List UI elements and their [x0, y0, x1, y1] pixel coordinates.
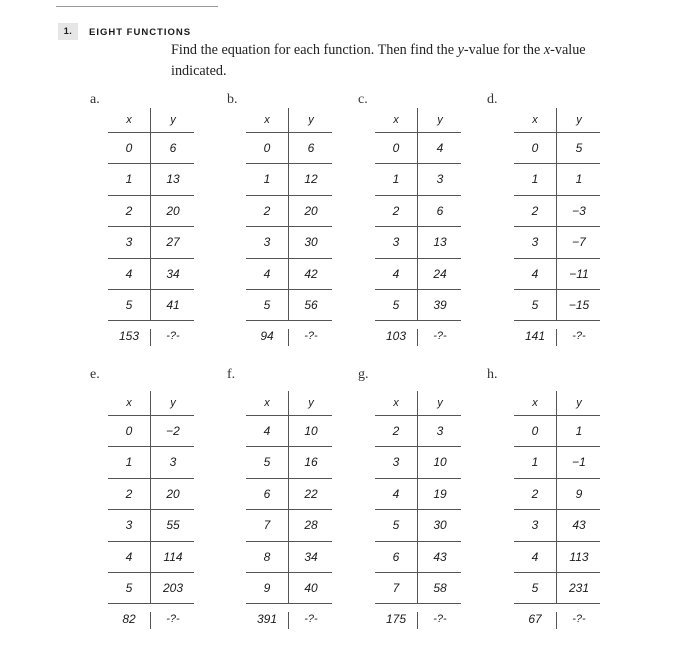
table-row: [375, 164, 461, 195]
table-row: [108, 196, 194, 227]
query-row: [246, 604, 332, 634]
y-cell: 20: [166, 203, 180, 218]
x-cell: 5: [531, 297, 539, 312]
column-divider: [150, 510, 151, 540]
y-cell: −2: [166, 424, 180, 438]
table-row: [514, 573, 600, 604]
top-rule: [56, 6, 218, 7]
column-divider: [288, 259, 289, 289]
table-row: [514, 510, 600, 541]
x-cell: 0: [531, 424, 539, 438]
table-header-row: [246, 391, 332, 416]
table-row: [108, 133, 194, 164]
column-divider: [150, 259, 151, 289]
y-cell: 34: [166, 266, 180, 281]
column-divider: [288, 329, 289, 345]
table-row: [375, 259, 461, 290]
column-divider: [288, 542, 289, 572]
x-cell: 2: [392, 424, 400, 438]
y-cell: 10: [433, 455, 447, 470]
column-divider: [288, 573, 289, 603]
x-cell: 4: [531, 266, 539, 281]
y-cell: 3: [169, 455, 177, 470]
x-cell: 4: [125, 549, 133, 564]
table-row: [246, 164, 332, 195]
y-cell: -?-: [166, 613, 180, 626]
y-cell: 41: [166, 297, 180, 312]
table-header-row: [375, 391, 461, 416]
column-divider: [150, 290, 151, 320]
problem-label-h: h.: [487, 367, 498, 382]
x-cell: x: [532, 397, 538, 409]
table-row: [375, 133, 461, 164]
column-divider: [556, 447, 557, 477]
y-cell: 4: [436, 141, 444, 155]
x-cell: 3: [263, 235, 271, 250]
x-cell: 1: [125, 172, 133, 187]
y-cell: 30: [304, 235, 318, 250]
column-divider: [150, 573, 151, 603]
column-divider: [417, 227, 418, 257]
y-cell: y: [308, 114, 314, 126]
x-cell: 3: [531, 235, 539, 250]
function-table-g: [375, 391, 461, 635]
column-divider: [417, 479, 418, 509]
query-row: [246, 321, 332, 351]
query-row: [108, 604, 194, 634]
table-header-row: [514, 108, 600, 133]
y-cell: y: [308, 397, 314, 409]
problem-label-b: b.: [227, 92, 238, 107]
table-row: [246, 227, 332, 258]
x-cell: 3: [392, 235, 400, 250]
x-cell: 1: [531, 172, 539, 187]
x-cell: 7: [392, 580, 400, 595]
column-divider: [417, 612, 418, 628]
column-divider: [556, 329, 557, 345]
instructions-part2: -value for the: [463, 42, 544, 58]
y-cell: −1: [572, 455, 586, 470]
y-cell: 114: [163, 549, 183, 564]
x-cell: 153: [118, 329, 140, 344]
table-row: [375, 447, 461, 478]
column-divider: [417, 447, 418, 477]
x-cell: 5: [125, 297, 133, 312]
function-table-c: [375, 108, 461, 352]
column-divider: [556, 391, 557, 415]
y-cell: 16: [304, 455, 318, 470]
section-number: 1.: [58, 23, 78, 40]
x-cell: 6: [263, 486, 271, 501]
x-cell: 2: [125, 486, 133, 501]
y-cell: 27: [166, 235, 180, 250]
instructions-xvar: x: [543, 42, 551, 58]
column-divider: [417, 290, 418, 320]
table-row: [375, 542, 461, 573]
problem-label-e: e.: [90, 367, 100, 382]
function-table-a: [108, 108, 194, 352]
table-row: [108, 416, 194, 447]
x-cell: 0: [263, 141, 271, 155]
x-cell: 3: [392, 455, 400, 470]
table-row: [246, 510, 332, 541]
y-cell: 20: [166, 486, 180, 501]
y-cell: 13: [166, 172, 180, 187]
y-cell: -?-: [304, 330, 318, 343]
y-cell: -?-: [433, 330, 447, 343]
column-divider: [150, 108, 151, 132]
table-header-row: [375, 108, 461, 133]
column-divider: [150, 479, 151, 509]
x-cell: 2: [531, 486, 539, 501]
column-divider: [150, 391, 151, 415]
table-row: [246, 447, 332, 478]
x-cell: 0: [392, 141, 400, 155]
column-divider: [417, 573, 418, 603]
y-cell: 203: [162, 580, 184, 595]
column-divider: [556, 227, 557, 257]
x-cell: x: [393, 114, 399, 126]
column-divider: [150, 133, 151, 163]
y-cell: -?-: [304, 613, 318, 626]
column-divider: [556, 196, 557, 226]
y-cell: 5: [575, 141, 583, 155]
table-row: [108, 290, 194, 321]
x-cell: x: [532, 114, 538, 126]
x-cell: 175: [385, 612, 407, 627]
y-cell: 10: [304, 424, 318, 438]
problem-label-g: g.: [358, 367, 369, 382]
table-row: [108, 542, 194, 573]
column-divider: [288, 164, 289, 194]
x-cell: 0: [125, 424, 133, 438]
y-cell: −7: [572, 235, 586, 250]
x-cell: 1: [125, 455, 133, 470]
y-cell: −15: [568, 297, 590, 312]
y-cell: 13: [433, 235, 447, 250]
table-header-row: [108, 108, 194, 133]
table-row: [514, 416, 600, 447]
table-row: [108, 573, 194, 604]
problem-label-a: a.: [90, 92, 100, 107]
function-table-f: [246, 391, 332, 635]
y-cell: 19: [433, 486, 447, 501]
instructions-part1: Find the equation for each function. Then find the: [171, 42, 458, 58]
column-divider: [417, 510, 418, 540]
column-divider: [150, 329, 151, 345]
x-cell: 1: [263, 172, 271, 187]
y-cell: 30: [433, 518, 447, 533]
y-cell: -?-: [433, 613, 447, 626]
y-cell: 34: [304, 549, 318, 564]
function-table-b: [246, 108, 332, 352]
y-cell: 28: [304, 518, 318, 533]
query-row: [514, 604, 600, 634]
y-cell: 56: [304, 297, 318, 312]
problem-label-c: c.: [358, 92, 368, 107]
column-divider: [288, 133, 289, 163]
x-cell: 8: [263, 549, 271, 564]
y-cell: 43: [572, 518, 586, 533]
column-divider: [556, 479, 557, 509]
column-divider: [417, 391, 418, 415]
column-divider: [417, 329, 418, 345]
table-row: [108, 227, 194, 258]
y-cell: 6: [169, 141, 177, 155]
column-divider: [556, 416, 557, 446]
column-divider: [556, 612, 557, 628]
table-row: [514, 542, 600, 573]
x-cell: 2: [531, 203, 539, 218]
x-cell: x: [393, 397, 399, 409]
y-cell: 1: [575, 424, 583, 438]
table-row: [375, 479, 461, 510]
column-divider: [556, 573, 557, 603]
query-row: [375, 321, 461, 351]
x-cell: 1: [531, 455, 539, 470]
x-cell: 4: [263, 266, 271, 281]
column-divider: [417, 196, 418, 226]
y-cell: 113: [569, 549, 589, 564]
table-row: [108, 259, 194, 290]
x-cell: 0: [125, 141, 133, 155]
column-divider: [150, 416, 151, 446]
query-row: [108, 321, 194, 351]
y-cell: 3: [436, 172, 444, 187]
x-cell: 1: [392, 172, 400, 187]
y-cell: 39: [433, 297, 447, 312]
x-cell: 5: [531, 580, 539, 595]
y-cell: 6: [436, 203, 444, 218]
y-cell: -?-: [572, 613, 586, 626]
y-cell: 6: [307, 141, 315, 155]
table-row: [246, 416, 332, 447]
x-cell: 4: [392, 486, 400, 501]
table-row: [375, 290, 461, 321]
column-divider: [556, 108, 557, 132]
column-divider: [150, 542, 151, 572]
x-cell: 103: [385, 329, 407, 344]
x-cell: 2: [125, 203, 133, 218]
x-cell: 3: [531, 518, 539, 533]
column-divider: [417, 133, 418, 163]
x-cell: 5: [392, 297, 400, 312]
table-row: [514, 259, 600, 290]
table-header-row: [514, 391, 600, 416]
column-divider: [150, 196, 151, 226]
y-cell: 9: [575, 486, 583, 501]
y-cell: −3: [572, 203, 586, 218]
problem-label-d: d.: [487, 92, 498, 107]
table-row: [246, 479, 332, 510]
x-cell: x: [264, 114, 270, 126]
y-cell: y: [576, 397, 582, 409]
column-divider: [288, 510, 289, 540]
table-row: [514, 447, 600, 478]
x-cell: 3: [125, 518, 133, 533]
table-row: [375, 573, 461, 604]
x-cell: 4: [392, 266, 400, 281]
table-row: [514, 196, 600, 227]
table-header-row: [246, 108, 332, 133]
column-divider: [417, 416, 418, 446]
y-cell: −11: [569, 266, 589, 281]
table-row: [246, 573, 332, 604]
x-cell: 6: [392, 549, 400, 564]
x-cell: x: [126, 397, 132, 409]
y-cell: y: [437, 114, 443, 126]
x-cell: 5: [392, 518, 400, 533]
column-divider: [288, 479, 289, 509]
x-cell: x: [126, 114, 132, 126]
column-divider: [288, 612, 289, 628]
query-row: [375, 604, 461, 634]
section-title: EIGHT FUNCTIONS: [89, 27, 192, 38]
table-row: [246, 133, 332, 164]
instructions: [171, 40, 611, 82]
column-divider: [150, 447, 151, 477]
x-cell: 82: [122, 612, 136, 627]
y-cell: -?-: [166, 330, 180, 343]
table-row: [246, 196, 332, 227]
y-cell: y: [170, 114, 176, 126]
y-cell: 43: [433, 549, 447, 564]
x-cell: 5: [125, 580, 133, 595]
query-row: [514, 321, 600, 351]
y-cell: 24: [433, 266, 447, 281]
table-row: [108, 510, 194, 541]
y-cell: 231: [568, 580, 590, 595]
function-table-d: [514, 108, 600, 352]
x-cell: 0: [531, 141, 539, 155]
y-cell: 1: [575, 172, 583, 187]
function-table-h: [514, 391, 600, 635]
table-row: [514, 290, 600, 321]
table-row: [108, 447, 194, 478]
y-cell: 3: [436, 424, 444, 438]
y-cell: y: [437, 397, 443, 409]
x-cell: 9: [263, 580, 271, 595]
table-header-row: [108, 391, 194, 416]
y-cell: 58: [433, 580, 447, 595]
table-row: [246, 542, 332, 573]
table-row: [108, 479, 194, 510]
column-divider: [556, 542, 557, 572]
x-cell: 3: [125, 235, 133, 250]
table-row: [514, 479, 600, 510]
table-row: [514, 133, 600, 164]
column-divider: [150, 612, 151, 628]
y-cell: 55: [166, 518, 180, 533]
x-cell: 2: [392, 203, 400, 218]
column-divider: [288, 391, 289, 415]
column-divider: [417, 259, 418, 289]
x-cell: 67: [528, 612, 542, 627]
problem-label-f: f.: [227, 367, 236, 382]
instructions-part3: -value indicated.: [171, 42, 586, 79]
x-cell: 5: [263, 297, 271, 312]
table-row: [375, 510, 461, 541]
table-row: [108, 164, 194, 195]
table-row: [246, 290, 332, 321]
table-row: [375, 227, 461, 258]
x-cell: 2: [263, 203, 271, 218]
instructions-yvar: y: [457, 42, 464, 58]
y-cell: y: [170, 397, 176, 409]
column-divider: [556, 259, 557, 289]
column-divider: [417, 164, 418, 194]
y-cell: 20: [304, 203, 318, 218]
y-cell: 40: [304, 580, 318, 595]
column-divider: [150, 164, 151, 194]
column-divider: [288, 416, 289, 446]
column-divider: [556, 290, 557, 320]
x-cell: 7: [263, 518, 271, 533]
function-table-e: [108, 391, 194, 635]
x-cell: 4: [531, 549, 539, 564]
column-divider: [288, 290, 289, 320]
x-cell: 94: [260, 329, 274, 344]
y-cell: 42: [304, 266, 318, 281]
table-row: [514, 164, 600, 195]
column-divider: [288, 108, 289, 132]
column-divider: [556, 164, 557, 194]
column-divider: [288, 227, 289, 257]
x-cell: x: [264, 397, 270, 409]
y-cell: y: [576, 114, 582, 126]
column-divider: [150, 227, 151, 257]
y-cell: 12: [304, 172, 318, 187]
column-divider: [288, 447, 289, 477]
y-cell: 22: [304, 486, 318, 501]
x-cell: 5: [263, 455, 271, 470]
column-divider: [288, 196, 289, 226]
x-cell: 391: [256, 612, 278, 627]
column-divider: [417, 108, 418, 132]
y-cell: -?-: [572, 330, 586, 343]
table-row: [375, 196, 461, 227]
column-divider: [556, 510, 557, 540]
table-row: [375, 416, 461, 447]
table-row: [514, 227, 600, 258]
table-row: [246, 259, 332, 290]
x-cell: 4: [125, 266, 133, 281]
x-cell: 141: [524, 329, 546, 344]
column-divider: [556, 133, 557, 163]
column-divider: [417, 542, 418, 572]
x-cell: 4: [263, 424, 271, 438]
